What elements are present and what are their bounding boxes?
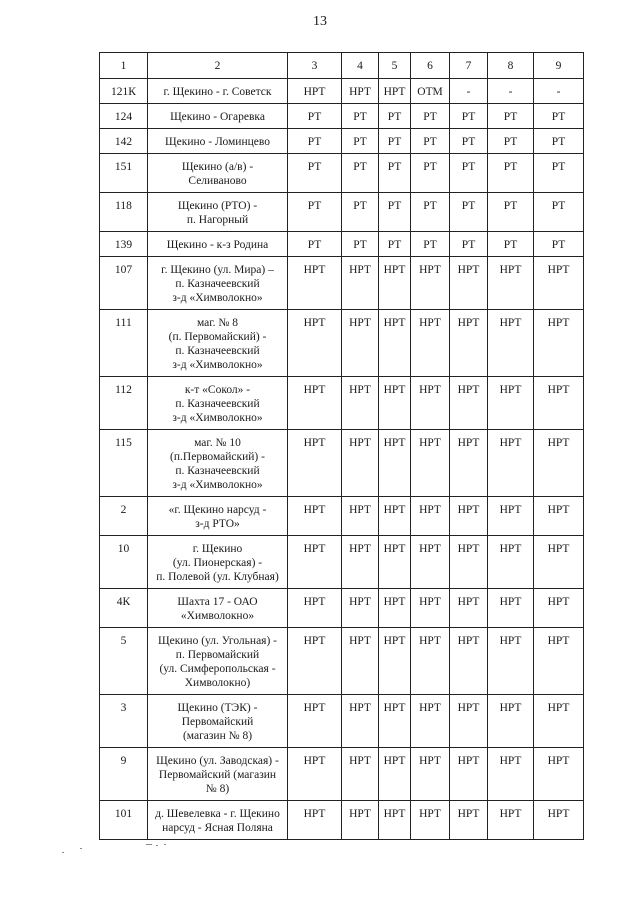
route-name-line: Щекино (ул. Заводская) - (156, 755, 279, 767)
status-cell: НРТ (450, 536, 488, 589)
status-cell: НРТ (411, 589, 450, 628)
route-name-cell (148, 377, 288, 430)
route-number-cell: 2 (100, 497, 148, 536)
status-cell: РТ (288, 129, 342, 154)
status-cell: НРТ (342, 695, 379, 748)
status-cell: НРТ (411, 536, 450, 589)
column-header: 4 (342, 53, 379, 79)
route-name-line: маг. № 10 (194, 437, 241, 449)
route-name-cell (148, 801, 288, 840)
status-cell: РТ (288, 232, 342, 257)
status-cell: РТ (379, 104, 411, 129)
route-number-cell: 115 (100, 430, 148, 497)
route-number-cell: 151 (100, 154, 148, 193)
status-cell: НРТ (411, 257, 450, 310)
column-header: 7 (450, 53, 488, 79)
status-cell: НРТ (488, 497, 534, 536)
route-number-cell: 3 (100, 695, 148, 748)
route-name-cell (148, 430, 288, 497)
route-number-cell: 9 (100, 748, 148, 801)
route-number-cell: 112 (100, 377, 148, 430)
route-name-cell (148, 497, 288, 536)
route-name-line: Шахта 17 - ОАО (177, 596, 258, 608)
status-cell: РТ (411, 232, 450, 257)
status-cell: РТ (488, 193, 534, 232)
status-cell: - (488, 79, 534, 104)
route-name-cell (148, 589, 288, 628)
status-cell: НРТ (534, 310, 584, 377)
column-header: 3 (288, 53, 342, 79)
status-cell: НРТ (488, 695, 534, 748)
status-cell: РТ (534, 193, 584, 232)
table-row (100, 628, 584, 695)
page-number: 13 (313, 14, 327, 29)
status-cell: НРТ (534, 536, 584, 589)
status-cell: НРТ (450, 377, 488, 430)
status-cell: НРТ (450, 801, 488, 840)
route-name-line: п. Казначеевский (175, 398, 260, 410)
status-cell: НРТ (411, 310, 450, 377)
status-cell: НРТ (534, 430, 584, 497)
route-number-cell: 107 (100, 257, 148, 310)
status-cell: НРТ (379, 310, 411, 377)
route-name-line: маг. № 8 (196, 317, 239, 329)
table-row (100, 801, 584, 840)
status-cell: НРТ (534, 628, 584, 695)
table-row (100, 310, 584, 377)
status-cell: НРТ (411, 801, 450, 840)
route-number-cell: 121К (100, 79, 148, 104)
status-cell: НРТ (288, 497, 342, 536)
route-name-line: Химволокно) (184, 677, 251, 689)
route-name-line: Щекино - Ломинцево (165, 136, 270, 148)
status-cell: НРТ (488, 801, 534, 840)
route-name-line: з-д «Химволокно» (172, 359, 263, 371)
status-cell: РТ (379, 129, 411, 154)
status-cell: НРТ (534, 589, 584, 628)
status-cell: НРТ (288, 536, 342, 589)
status-cell: НРТ (488, 377, 534, 430)
status-cell: - (534, 79, 584, 104)
status-cell: НРТ (534, 257, 584, 310)
status-cell: РТ (342, 104, 379, 129)
route-name-cell (148, 748, 288, 801)
table-row (100, 430, 584, 497)
column-header: 6 (411, 53, 450, 79)
table-row (100, 129, 584, 154)
status-cell: НРТ (342, 497, 379, 536)
route-name-line: п. Первомайский (175, 649, 260, 661)
status-cell: НРТ (450, 310, 488, 377)
routes-table (99, 52, 584, 840)
route-name-line: (п. Первомайский) - (168, 331, 267, 343)
status-cell: РТ (411, 104, 450, 129)
table-row (100, 536, 584, 589)
status-cell: НРТ (379, 748, 411, 801)
status-cell: НРТ (288, 801, 342, 840)
route-name-cell (148, 193, 288, 232)
route-name-line: Щекино (ТЭК) - (177, 702, 258, 714)
route-name-line: (магазин № 8) (182, 730, 253, 742)
route-name-line: Щекино - Огаревка (170, 111, 265, 123)
status-cell: НРТ (411, 430, 450, 497)
status-cell: РТ (488, 154, 534, 193)
status-cell: РТ (411, 129, 450, 154)
status-cell: НРТ (379, 377, 411, 430)
routes-table-body (100, 53, 584, 840)
status-cell: РТ (534, 232, 584, 257)
table-row (100, 377, 584, 430)
status-cell: НРТ (379, 695, 411, 748)
route-name-line: з-д «Химволокно» (172, 479, 263, 491)
status-cell: НРТ (411, 628, 450, 695)
route-name-line: п. Казначеевский (175, 278, 260, 290)
route-name-line: «г. Щекино нарсуд - (168, 504, 267, 516)
status-cell: НРТ (379, 497, 411, 536)
table-row (100, 232, 584, 257)
status-cell: НРТ (342, 377, 379, 430)
table-row (100, 497, 584, 536)
status-cell: НРТ (450, 628, 488, 695)
status-cell: НРТ (488, 257, 534, 310)
status-cell: РТ (488, 232, 534, 257)
route-number-cell: 139 (100, 232, 148, 257)
status-cell: НРТ (450, 430, 488, 497)
status-cell: НРТ (534, 695, 584, 748)
status-cell: НРТ (288, 257, 342, 310)
route-name-line: п. Полевой (ул. Клубная) (156, 571, 279, 583)
route-name-cell (148, 536, 288, 589)
status-cell: НРТ (342, 801, 379, 840)
status-cell: НРТ (534, 801, 584, 840)
status-cell: НРТ (534, 377, 584, 430)
status-cell: РТ (534, 154, 584, 193)
status-cell: НРТ (288, 310, 342, 377)
route-number-cell: 5 (100, 628, 148, 695)
route-name-line: п. Казначеевский (175, 465, 260, 477)
status-cell: РТ (534, 129, 584, 154)
route-name-line: д. Шевелевка - г. Щекино (155, 808, 280, 820)
status-cell: НРТ (379, 79, 411, 104)
status-cell: НРТ (342, 589, 379, 628)
status-cell: НРТ (450, 257, 488, 310)
status-cell: РТ (379, 232, 411, 257)
route-name-cell (148, 104, 288, 129)
route-number-cell: 111 (100, 310, 148, 377)
status-cell: НРТ (342, 748, 379, 801)
route-name-line: п. Казначеевский (175, 345, 260, 357)
route-number-cell: 4К (100, 589, 148, 628)
status-cell: НРТ (379, 430, 411, 497)
status-cell: РТ (450, 154, 488, 193)
route-number-cell: 101 (100, 801, 148, 840)
status-cell: РТ (450, 232, 488, 257)
status-cell: РТ (342, 154, 379, 193)
route-name-line: № 8) (205, 783, 230, 795)
status-cell: НРТ (288, 377, 342, 430)
route-name-line: Щекино - к-з Родина (166, 239, 269, 251)
status-cell: РТ (342, 232, 379, 257)
route-name-line: Щекино (РТО) - (177, 200, 258, 212)
status-cell: НРТ (450, 748, 488, 801)
route-name-line: (ул. Симферопольская - (159, 663, 276, 675)
route-name-line: к-т «Сокол» - (184, 384, 251, 396)
status-cell: РТ (450, 104, 488, 129)
status-cell: НРТ (342, 257, 379, 310)
status-cell: НРТ (488, 589, 534, 628)
route-name-line: з-д РТО» (195, 518, 240, 530)
status-cell: НРТ (288, 695, 342, 748)
column-header: 9 (534, 53, 584, 79)
route-name-cell (148, 628, 288, 695)
status-cell: НРТ (450, 497, 488, 536)
route-name-cell (148, 695, 288, 748)
status-cell: НРТ (379, 589, 411, 628)
route-name-line: «Химволокно» (180, 610, 255, 622)
route-name-line: Первомайский (магазин (158, 769, 277, 781)
status-cell: НРТ (342, 430, 379, 497)
status-cell: НРТ (288, 748, 342, 801)
status-cell: НРТ (488, 628, 534, 695)
route-name-line: Щекино (ул. Угольная) - (157, 635, 277, 647)
route-name-line: нарсуд - Ясная Поляна (162, 822, 273, 834)
status-cell: НРТ (411, 695, 450, 748)
status-cell: РТ (450, 193, 488, 232)
status-cell: НРТ (288, 79, 342, 104)
column-header: 2 (148, 53, 288, 79)
status-cell: НРТ (411, 377, 450, 430)
status-cell: ОТМ (411, 79, 450, 104)
route-name-line: г. Щекино (192, 543, 243, 555)
route-name-cell (148, 154, 288, 193)
status-cell: РТ (488, 129, 534, 154)
route-number-cell: 124 (100, 104, 148, 129)
status-cell: НРТ (342, 310, 379, 377)
route-name-line: Селиваново (188, 175, 247, 187)
route-name-line: (ул. Пионерская) - (172, 557, 263, 569)
table-row (100, 589, 584, 628)
status-cell: НРТ (288, 589, 342, 628)
column-header: 5 (379, 53, 411, 79)
status-cell: НРТ (342, 79, 379, 104)
status-cell: РТ (288, 154, 342, 193)
scan-artifact (62, 840, 182, 860)
status-cell: НРТ (488, 310, 534, 377)
status-cell: НРТ (534, 748, 584, 801)
status-cell: НРТ (534, 497, 584, 536)
table-header-row (100, 53, 584, 79)
table-row (100, 154, 584, 193)
route-name-line: п. Нагорный (186, 214, 249, 226)
route-name-line: (п.Первомайский) - (170, 451, 265, 463)
status-cell: НРТ (488, 430, 534, 497)
table-row (100, 695, 584, 748)
route-name-cell (148, 79, 288, 104)
route-name-cell (148, 257, 288, 310)
status-cell: РТ (379, 193, 411, 232)
status-cell: НРТ (379, 801, 411, 840)
table-row (100, 79, 584, 104)
status-cell: НРТ (288, 628, 342, 695)
table-row (100, 257, 584, 310)
route-number-cell: 142 (100, 129, 148, 154)
status-cell: РТ (488, 104, 534, 129)
table-row (100, 193, 584, 232)
status-cell: НРТ (342, 536, 379, 589)
status-cell: РТ (342, 193, 379, 232)
route-name-line: г. Щекино (ул. Мира) – (161, 264, 274, 276)
route-number-cell: 118 (100, 193, 148, 232)
status-cell: РТ (450, 129, 488, 154)
status-cell: НРТ (379, 257, 411, 310)
status-cell: НРТ (450, 589, 488, 628)
status-cell: НРТ (379, 628, 411, 695)
table-row (100, 748, 584, 801)
route-name-cell (148, 129, 288, 154)
route-name-line: г. Щекино - г. Советск (163, 86, 272, 98)
route-name-line: з-д «Химволокно» (172, 412, 263, 424)
route-name-cell (148, 310, 288, 377)
column-header: 1 (100, 53, 148, 79)
status-cell: - (450, 79, 488, 104)
status-cell: НРТ (342, 628, 379, 695)
status-cell: НРТ (488, 748, 534, 801)
route-name-cell (148, 232, 288, 257)
status-cell: НРТ (488, 536, 534, 589)
status-cell: НРТ (288, 430, 342, 497)
status-cell: РТ (534, 104, 584, 129)
route-name-line: Первомайский (181, 716, 254, 728)
status-cell: РТ (379, 154, 411, 193)
status-cell: РТ (411, 193, 450, 232)
status-cell: НРТ (411, 497, 450, 536)
status-cell: НРТ (379, 536, 411, 589)
route-number-cell: 10 (100, 536, 148, 589)
status-cell: РТ (288, 193, 342, 232)
column-header: 8 (488, 53, 534, 79)
status-cell: НРТ (411, 748, 450, 801)
route-name-line: з-д «Химволокно» (172, 292, 263, 304)
status-cell: РТ (411, 154, 450, 193)
status-cell: РТ (288, 104, 342, 129)
status-cell: РТ (342, 129, 379, 154)
status-cell: НРТ (450, 695, 488, 748)
route-name-line: Щекино (а/в) - (181, 161, 254, 173)
table-row (100, 104, 584, 129)
